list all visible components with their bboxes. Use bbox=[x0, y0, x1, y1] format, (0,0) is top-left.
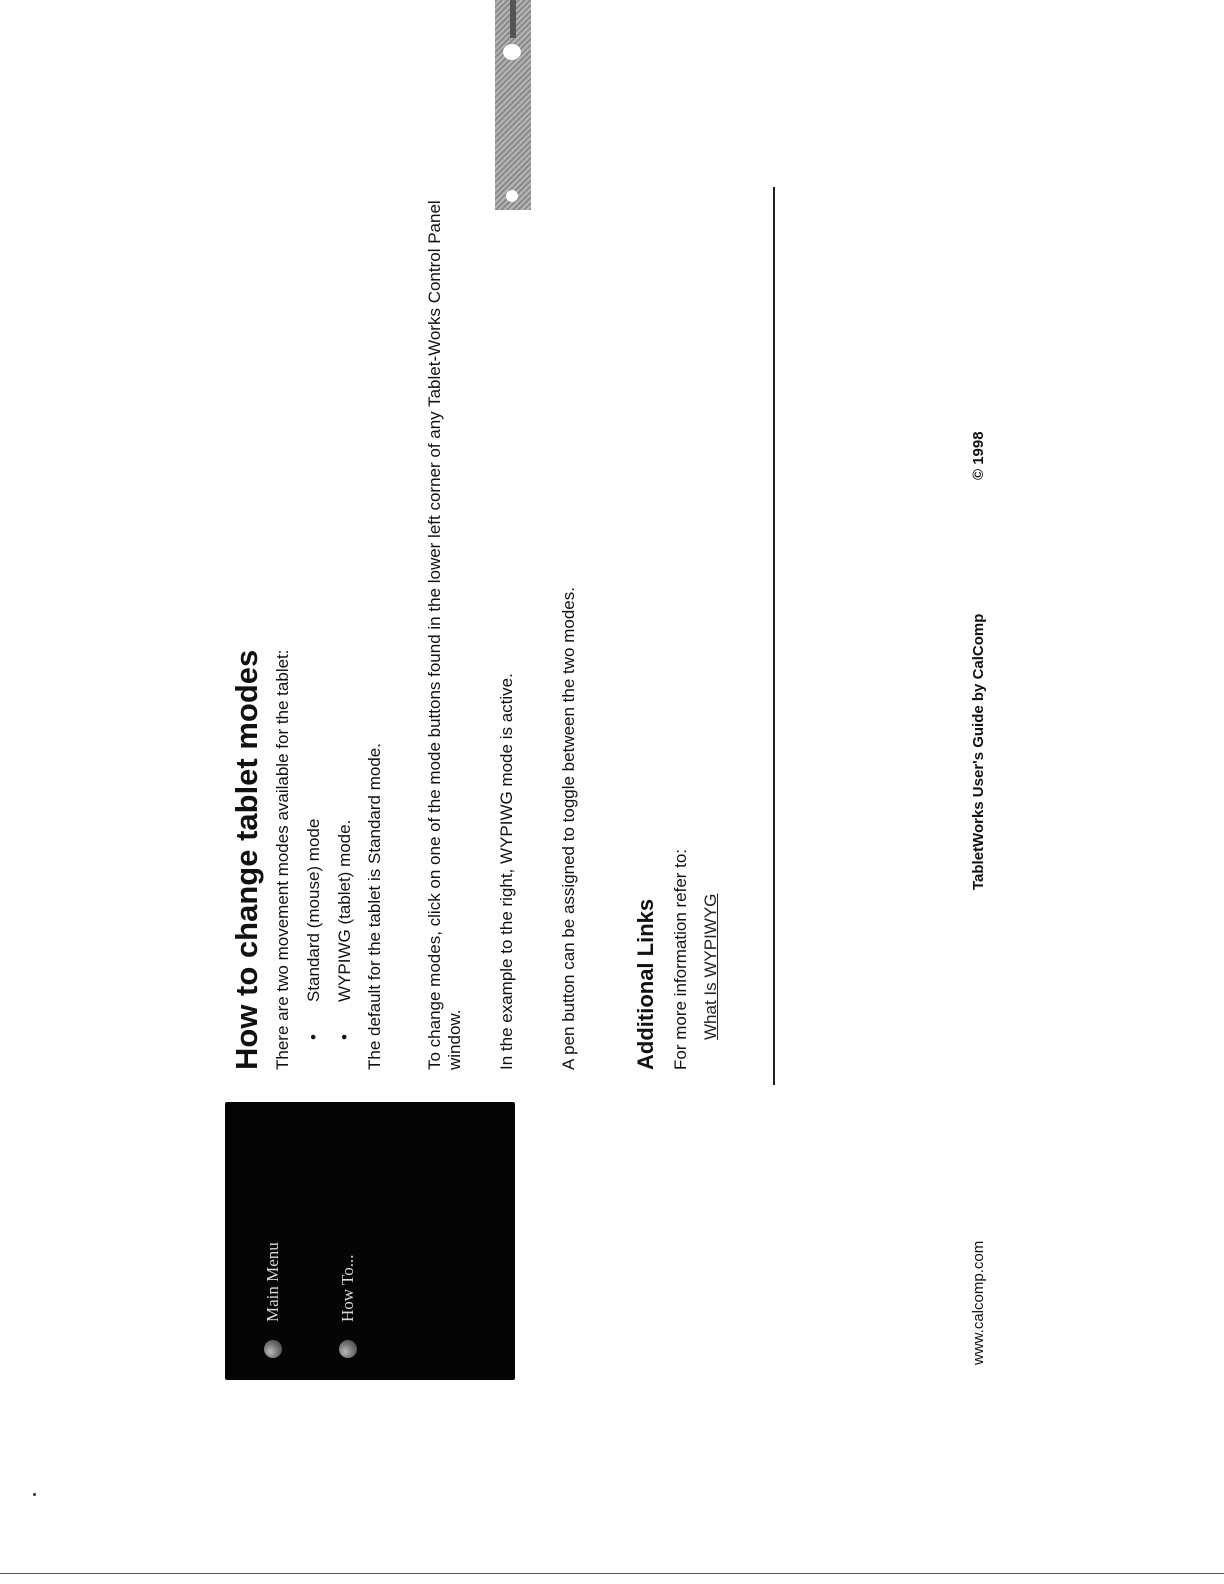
globe-icon bbox=[264, 1340, 282, 1358]
footer-website: www.calcomp.com bbox=[970, 1240, 987, 1365]
links-intro: For more information refer to: bbox=[671, 848, 690, 1070]
list-item: •Standard (mouse) mode bbox=[304, 818, 323, 1040]
link-what-is-wypiwyg[interactable]: What Is WYPIWYG bbox=[701, 893, 720, 1040]
sidebar-item-label: Main Menu bbox=[263, 1242, 282, 1322]
scan-speck bbox=[33, 1493, 36, 1496]
rotated-page bbox=[225, 180, 1005, 1380]
list-item: •WYPIWG (tablet) mode. bbox=[335, 819, 354, 1040]
sidebar-item-how-to[interactable] bbox=[338, 1255, 358, 1358]
globe-icon bbox=[339, 1340, 357, 1358]
mode-buttons-image bbox=[495, 0, 531, 210]
sidebar-item-main-menu[interactable] bbox=[263, 1242, 283, 1358]
sidebar-item-label: How To... bbox=[338, 1254, 357, 1322]
divider bbox=[773, 187, 775, 1085]
sidebar-nav bbox=[225, 1102, 515, 1380]
standard-mode-button bbox=[506, 190, 518, 202]
intro-text: There are two movement modes available for the tablet: bbox=[273, 649, 292, 1070]
footer-copyright: © 1998 bbox=[970, 431, 987, 480]
additional-links-heading: Additional Links bbox=[633, 898, 658, 1070]
example-text: In the example to the right, WYPIWG mode is active. bbox=[497, 673, 516, 1070]
default-text: The default for the tablet is Standard mode. bbox=[365, 743, 384, 1070]
footer-guide-title: TabletWorks User's Guide by CalComp bbox=[970, 613, 987, 890]
pen-button-text: A pen button can be assigned to toggle between the two modes. bbox=[559, 587, 578, 1070]
page-title: How to change tablet modes bbox=[229, 649, 264, 1070]
page-edge-line bbox=[0, 1573, 1224, 1574]
change-modes-text: To change modes, click on one of the mode buttons found in the lower left corner of any Tablet-Works Control Panel window. bbox=[425, 200, 464, 1070]
wypiwg-mode-button bbox=[503, 44, 521, 60]
mode-slot bbox=[510, 0, 516, 38]
